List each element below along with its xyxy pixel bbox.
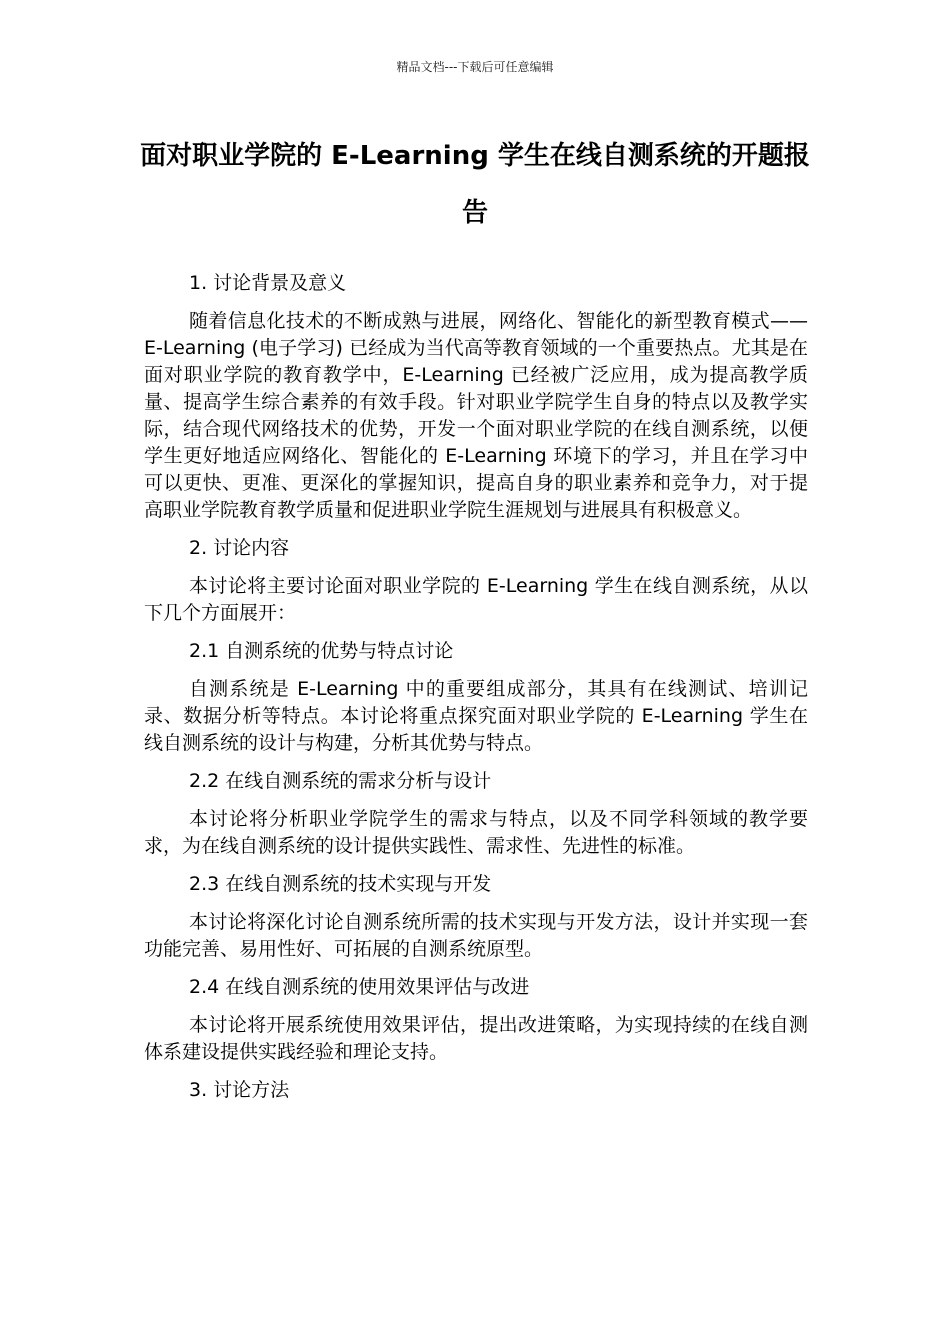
paragraph-2-2: 本讨论将分析职业学院学生的需求与特点，以及不同学科领域的教学要求，为在线自测系统的设计提供实践性、需求性、先进性的标准。 (144, 808, 808, 857)
document-title: 面对职业学院的 E-Learning 学生在线自测系统的开题报告 (140, 141, 810, 228)
section-heading-2-1: 2.1 自测系统的优势与特点讨论 (189, 640, 454, 662)
section-heading-2-2: 2.2 在线自测系统的需求分析与设计 (189, 770, 492, 792)
paragraph-2-1: 自测系统是 E-Learning 中的重要组成部分，其具有在线测试、培训记录、数据分析等特点。本讨论将重点探究面对职业学院的 E-Learning 学生在线自测系统的设计与构建，分析其优势与特点。 (144, 678, 808, 754)
paragraph-content-intro: 本讨论将主要讨论面对职业学院的 E-Learning 学生在线自测系统，从以下几个方面展开： (144, 575, 808, 624)
document-body (144, 270, 808, 1104)
paragraph-background: 随着信息化技术的不断成熟与进展，网络化、智能化的新型教育模式——E-Learning (电子学习) 已经成为当代高等教育领域的一个重要热点。尤其是在面对职业学院的教育教学中，E-Learning 已经被广泛应用，成为提高教学质量、提高学生综合素养的有效手段。针对职业学院学生自身的特点以及教学实际，结合现代网络技术的优势，开发一个面对职业学院的在线自测系统，以便学生更好地适应网络化、智能化的 E-Learning 环境下的学习，并且在学习中可以更快、更准、更深化的掌握知识，提高自身的职业素养和竞争力，对于提高职业学院教育教学质量和促进职业学院生涯规划与进展具有积极意义。 (144, 310, 808, 521)
section-heading-2: 2. 讨论内容 (189, 537, 290, 559)
section-heading-3: 3. 讨论方法 (189, 1079, 290, 1101)
section-heading-1: 1. 讨论背景及意义 (189, 272, 347, 294)
section-heading-2-4: 2.4 在线自测系统的使用效果评估与改进 (189, 976, 530, 998)
paragraph-2-4: 本讨论将开展系统使用效果评估，提出改进策略，为实现持续的在线自测体系建设提供实践经验和理论支持。 (144, 1014, 808, 1063)
section-heading-2-3: 2.3 在线自测系统的技术实现与开发 (189, 873, 492, 895)
page-header-note: 精品文档---下载后可任意编辑 (396, 60, 554, 74)
paragraph-2-3: 本讨论将深化讨论自测系统所需的技术实现与开发方法，设计并实现一套功能完善、易用性好、可拓展的自测系统原型。 (144, 911, 808, 960)
